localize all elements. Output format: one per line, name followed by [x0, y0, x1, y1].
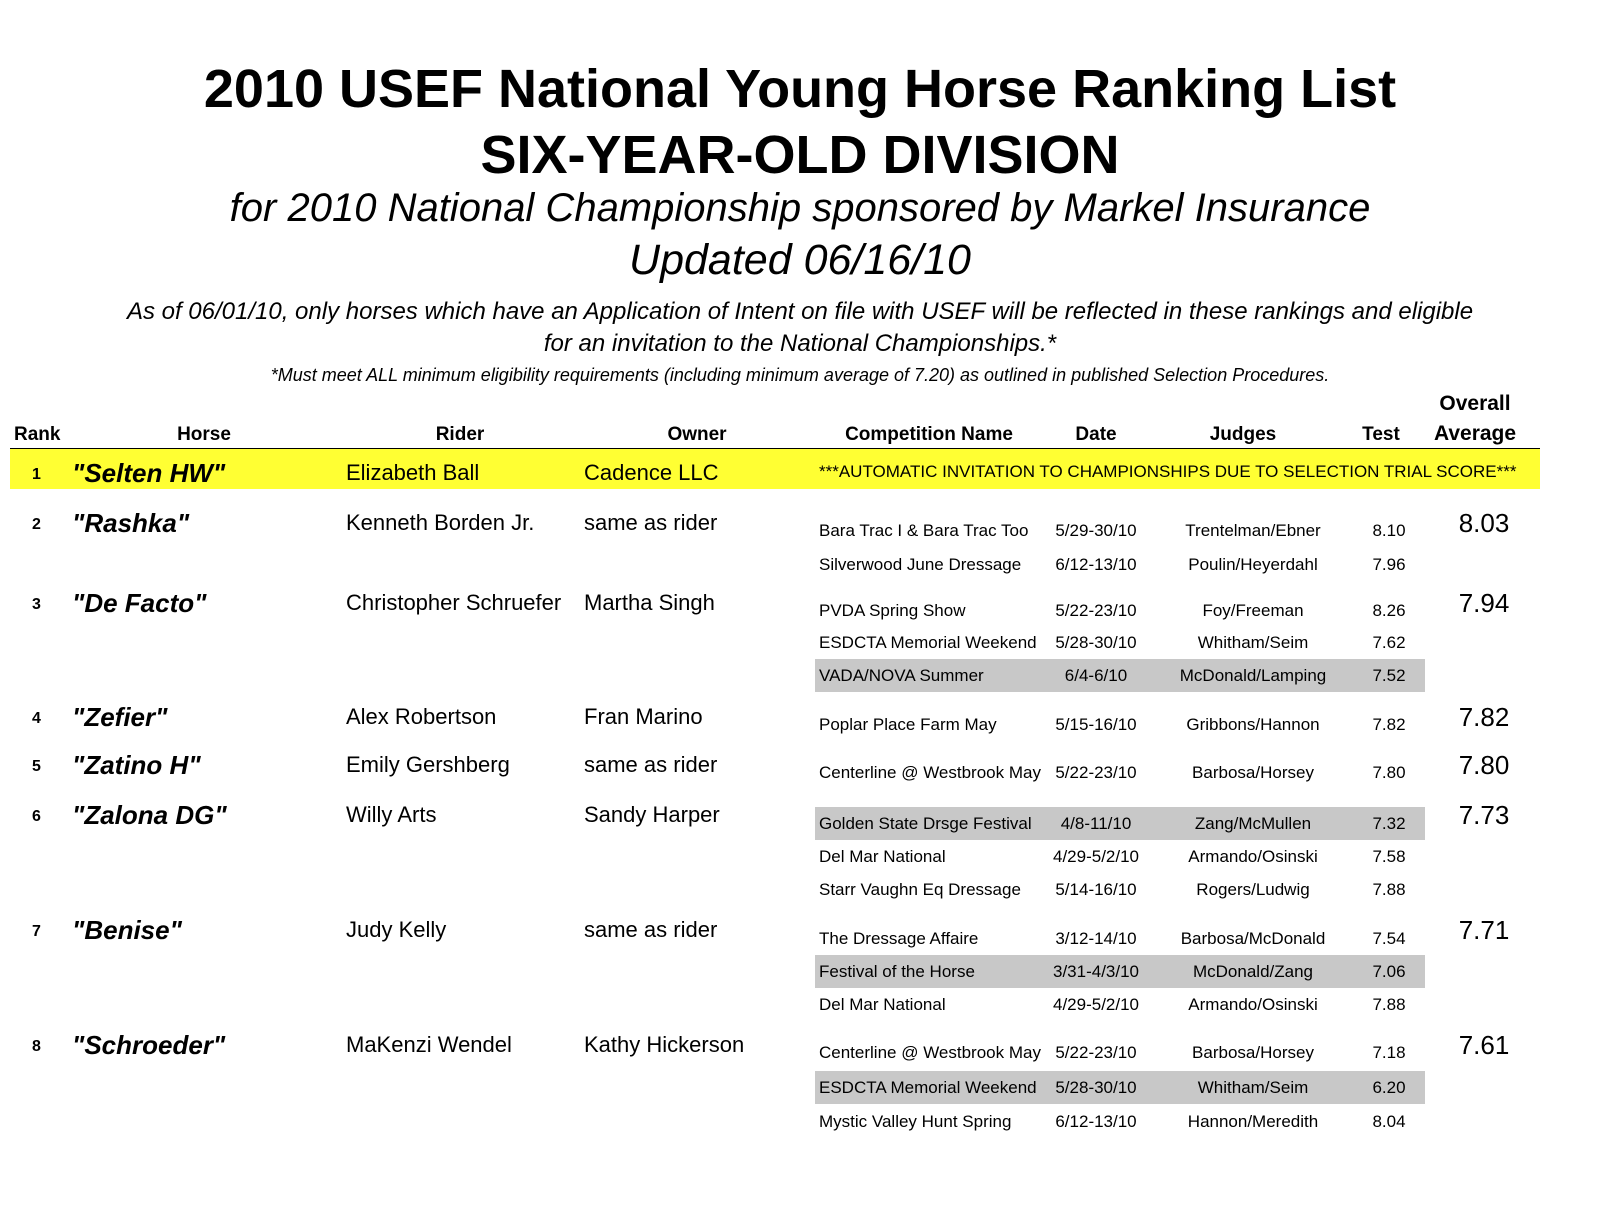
rank: 3: [32, 596, 41, 613]
test-score: 7.52: [1372, 666, 1406, 685]
owner-name: same as rider: [584, 917, 718, 942]
judges: Rogers/Ludwig: [1196, 880, 1310, 899]
test-score: 8.10: [1372, 521, 1406, 540]
division-title: SIX-YEAR-OLD DIVISION: [480, 125, 1120, 185]
judges: McDonald/Lamping: [1179, 666, 1327, 685]
competition-name: Centerline @ Westbrook May: [819, 763, 1041, 782]
eligibility-note-line2: for an invitation to the National Championships.*: [543, 330, 1057, 357]
competition-date: 4/29-5/2/10: [1052, 995, 1140, 1014]
competition-name: Mystic Valley Hunt Spring: [819, 1112, 1012, 1131]
owner-name: Martha Singh: [584, 590, 715, 615]
competition-name: Poplar Place Farm May: [819, 715, 997, 734]
judges: Armando/Osinski: [1188, 995, 1318, 1014]
test-score: 8.04: [1372, 1112, 1406, 1131]
horse-name: "Selten HW": [72, 458, 226, 488]
judges: Armando/Osinski: [1188, 847, 1318, 866]
judges: McDonald/Zang: [1192, 962, 1314, 981]
competition-date: 5/14-16/10: [1055, 880, 1137, 899]
test-score: 7.06: [1372, 962, 1406, 981]
test-score: 7.88: [1372, 880, 1406, 899]
competition-name: Starr Vaughn Eq Dressage: [819, 880, 1021, 899]
competition-date: 4/8-11/10: [1060, 814, 1132, 833]
test-score: 7.18: [1372, 1043, 1406, 1062]
competition-name: Bara Trac I & Bara Trac Too: [819, 521, 1029, 540]
horse-name: "Rashka": [72, 508, 190, 538]
test-score: 7.96: [1372, 555, 1406, 574]
rider-name: MaKenzi Wendel: [346, 1032, 512, 1057]
competition-date: 3/12-14/10: [1055, 929, 1137, 948]
judges: Gribbons/Hannon: [1186, 715, 1320, 734]
horse-name: "Benise": [72, 915, 182, 945]
overall-average: 7.73: [1458, 800, 1510, 830]
horse-name: "Zatino H": [72, 750, 201, 780]
competition-name: Centerline @ Westbrook May: [819, 1043, 1041, 1062]
rank: 5: [32, 758, 41, 775]
horse-name: "Zalona DG": [72, 800, 227, 830]
owner-name: same as rider: [584, 752, 718, 777]
rank: 6: [32, 808, 41, 825]
judges: Whitham/Seim: [1197, 633, 1309, 652]
rider-name: Emily Gershberg: [346, 752, 510, 777]
overall-average: 7.94: [1458, 588, 1510, 618]
page-title: 2010 USEF National Young Horse Ranking List: [203, 59, 1397, 119]
competition-date: 4/29-5/2/10: [1052, 847, 1140, 866]
rank: 2: [32, 516, 41, 533]
judges: Hannon/Meredith: [1187, 1112, 1319, 1131]
overall-average: 7.82: [1458, 702, 1510, 732]
col-overall-line1: Overall: [1439, 392, 1511, 415]
judges: Barbosa/Horsey: [1192, 763, 1314, 782]
competition-date: 6/4-6/10: [1064, 666, 1128, 685]
col-competition: Competition Name: [845, 424, 1013, 445]
footnote: *Must meet ALL minimum eligibility requirements (including minimum average of 7.20) as outlined in published Selection Procedures.: [270, 365, 1330, 385]
owner-name: Fran Marino: [584, 704, 703, 729]
competition-date: 5/29-30/10: [1055, 521, 1137, 540]
owner-name: same as rider: [584, 510, 718, 535]
competition-date: 5/28-30/10: [1055, 1078, 1137, 1097]
competition-name: Silverwood June Dressage: [819, 555, 1022, 574]
judges: Barbosa/McDonald: [1180, 929, 1326, 948]
rider-name: Elizabeth Ball: [346, 460, 480, 485]
overall-average: 8.03: [1458, 508, 1510, 538]
rider-name: Judy Kelly: [346, 917, 447, 942]
horse-name: "Zefier": [72, 702, 168, 732]
competition-name: Golden State Drsge Festival: [819, 814, 1032, 833]
competition-name: The Dressage Affaire: [819, 929, 979, 948]
col-test: Test: [1362, 424, 1400, 445]
competition-name: Del Mar National: [819, 995, 946, 1014]
competition-date: 3/31-4/3/10: [1052, 962, 1140, 981]
competition-name: VADA/NOVA Summer: [819, 666, 984, 685]
updated-date: Updated 06/16/10: [629, 236, 971, 284]
col-horse: Horse: [177, 424, 231, 445]
rider-name: Alex Robertson: [346, 704, 497, 729]
col-date: Date: [1075, 424, 1117, 445]
col-rider: Rider: [435, 424, 485, 445]
judges: Foy/Freeman: [1202, 601, 1304, 620]
col-owner: Owner: [667, 424, 727, 445]
col-judges: Judges: [1209, 424, 1277, 445]
judges: Zang/McMullen: [1194, 814, 1312, 833]
test-score: 7.54: [1372, 929, 1406, 948]
owner-name: Cadence LLC: [584, 460, 719, 485]
owner-name: Kathy Hickerson: [584, 1032, 745, 1057]
col-overall-line2: Average: [1433, 422, 1517, 445]
judges: Barbosa/Horsey: [1192, 1043, 1314, 1062]
rank: 7: [32, 923, 41, 940]
rider-name: Willy Arts: [346, 802, 437, 827]
rank: 8: [32, 1038, 41, 1055]
horse-name: "Schroeder": [72, 1030, 226, 1060]
test-score: 7.80: [1372, 763, 1406, 782]
competition-date: 6/12-13/10: [1055, 555, 1137, 574]
overall-average: 7.71: [1458, 915, 1510, 945]
competition-name: PVDA Spring Show: [819, 601, 966, 620]
test-score: 8.26: [1372, 601, 1406, 620]
judges: Whitham/Seim: [1197, 1078, 1309, 1097]
rank: 4: [32, 710, 41, 727]
competition-date: 5/22-23/10: [1055, 601, 1137, 620]
test-score: 6.20: [1372, 1078, 1406, 1097]
judges: Trentelman/Ebner: [1185, 521, 1321, 540]
rider-name: Kenneth Borden Jr.: [346, 510, 535, 535]
competition-date: 5/22-23/10: [1055, 763, 1137, 782]
eligibility-note-line1: As of 06/01/10, only horses which have an Application of Intent on file with USEF will be reflected in these rankings and eligible: [126, 298, 1474, 325]
competition-date: 5/28-30/10: [1055, 633, 1137, 652]
competition-name: ESDCTA Memorial Weekend: [819, 633, 1037, 652]
competition-name: Del Mar National: [819, 847, 946, 866]
sponsor-subtitle: for 2010 National Championship sponsored by Markel Insurance: [229, 186, 1371, 230]
overall-average: 7.61: [1458, 1030, 1510, 1060]
judges: Poulin/Heyerdahl: [1188, 555, 1318, 574]
test-score: 7.62: [1372, 633, 1406, 652]
competition-name: ESDCTA Memorial Weekend: [819, 1078, 1037, 1097]
test-score: 7.32: [1372, 814, 1406, 833]
test-score: 7.82: [1372, 715, 1406, 734]
automatic-invitation-note: ***AUTOMATIC INVITATION TO CHAMPIONSHIPS DUE TO SELECTION TRIAL SCORE***: [819, 462, 1517, 481]
horse-name: "De Facto": [72, 588, 207, 618]
rank: 1: [32, 466, 41, 483]
test-score: 7.88: [1372, 995, 1406, 1014]
test-score: 7.58: [1372, 847, 1406, 866]
rider-name: Christopher Schruefer: [346, 590, 562, 615]
competition-name: Festival of the Horse: [819, 962, 975, 981]
owner-name: Sandy Harper: [584, 802, 720, 827]
competition-date: 5/15-16/10: [1055, 715, 1137, 734]
overall-average: 7.80: [1458, 750, 1510, 780]
competition-date: 6/12-13/10: [1055, 1112, 1137, 1131]
col-rank: Rank: [14, 424, 61, 445]
competition-date: 5/22-23/10: [1055, 1043, 1137, 1062]
